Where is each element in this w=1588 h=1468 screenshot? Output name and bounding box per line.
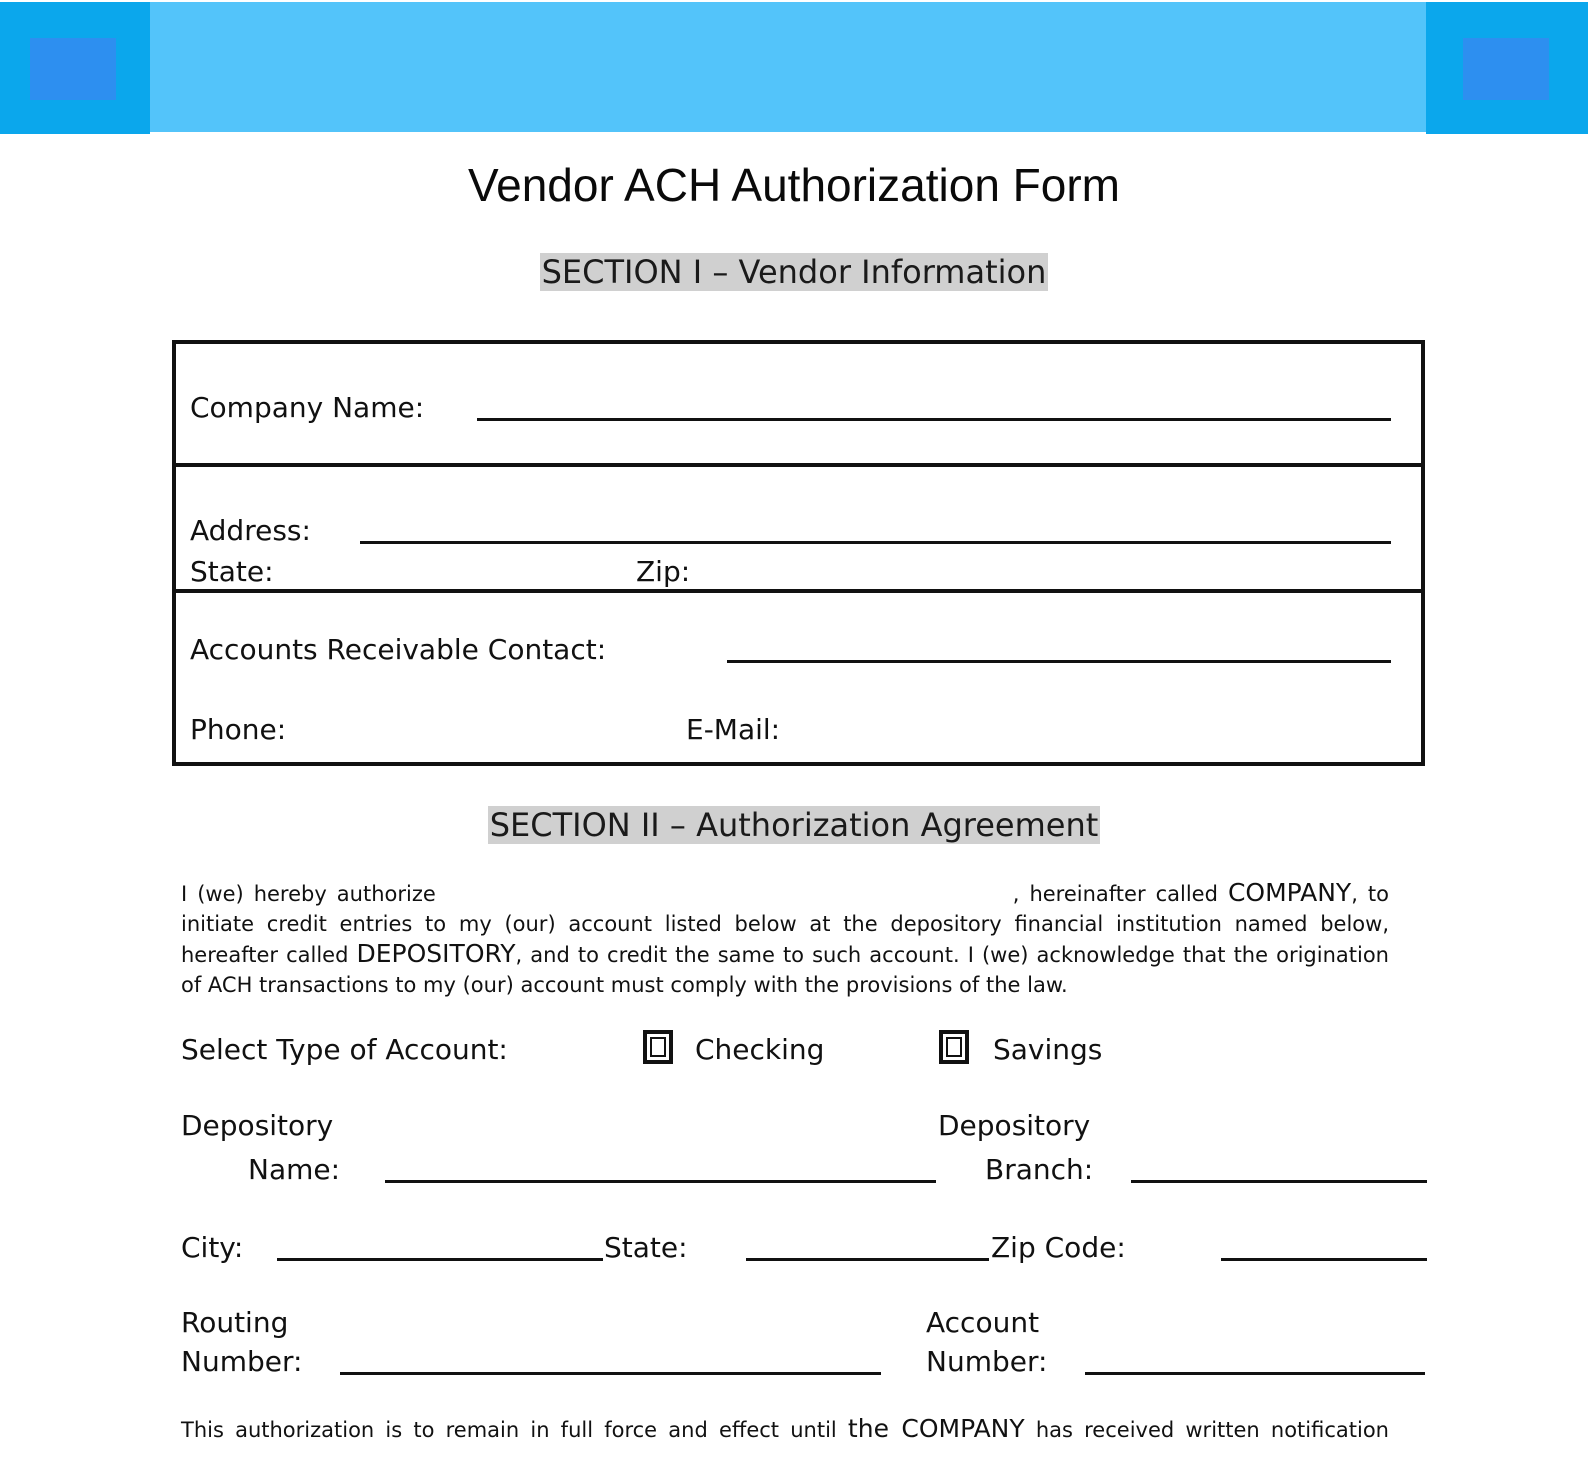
header-banner (0, 2, 1588, 132)
depository-name-field[interactable] (385, 1180, 936, 1183)
company-name-field[interactable] (477, 418, 1391, 421)
email-label: E-Mail: (686, 713, 781, 746)
para-text: I (we) hereby authorize (181, 882, 436, 906)
savings-checkbox[interactable] (939, 1030, 969, 1064)
section2-heading: SECTION II – Authorization Agreement (489, 806, 1099, 844)
footer-part: This authorization is to remain in full force and effect until (181, 1418, 837, 1442)
account-label-line2: Number: (926, 1345, 1048, 1378)
routing-label-line1: Routing (181, 1306, 289, 1339)
checking-label: Checking (695, 1033, 825, 1066)
banner-right-square (1463, 38, 1549, 100)
routing-number-field[interactable] (340, 1372, 881, 1375)
state-label: State: (190, 555, 274, 588)
depository-branch-label-line1: Depository (938, 1109, 1091, 1142)
footer-part: has received written notification (1035, 1418, 1389, 1442)
divider (172, 589, 1425, 593)
para-text: , and to credit the same to such account. I (we) acknowledge that the origination of ACH transactions to my (our) account must comply with the provisions of the law. (181, 943, 1389, 997)
account-number-field[interactable] (1085, 1372, 1425, 1375)
routing-label-line2: Number: (181, 1345, 303, 1378)
footer-text (181, 1414, 1389, 1445)
depository-name-label-line1: Depository (181, 1109, 334, 1142)
ar-contact-field[interactable] (727, 660, 1391, 663)
checking-checkbox[interactable] (643, 1030, 673, 1064)
section1-heading: SECTION I – Vendor Information (541, 253, 1047, 291)
address-field[interactable] (360, 541, 1391, 544)
city-field[interactable] (277, 1258, 603, 1261)
company-name-label: Company Name: (190, 391, 425, 424)
depository-branch-label: Branch: (985, 1153, 1094, 1186)
dep-state-field[interactable] (746, 1258, 989, 1261)
phone-label: Phone: (190, 713, 287, 746)
section2-heading-wrap (0, 806, 1588, 844)
footer-the-company: the COMPANY (847, 1414, 1025, 1443)
page-title: Vendor ACH Authorization Form (468, 159, 1120, 211)
para-text: , to initiate credit entries to my (our) account listed below at the depository financial institution named below, hereafter called (181, 882, 1389, 967)
para-depository: DEPOSITORY (356, 939, 516, 968)
address-label: Address: (190, 514, 311, 547)
depository-name-label: Name: (248, 1153, 341, 1186)
zip-code-field[interactable] (1221, 1258, 1427, 1261)
depository-branch-field[interactable] (1131, 1180, 1427, 1183)
divider (172, 463, 1425, 467)
zip-code-label: Zip Code: (991, 1231, 1126, 1264)
account-label-line1: Account (926, 1306, 1040, 1339)
account-type-label: Select Type of Account: (181, 1033, 508, 1066)
city-label: City: (181, 1231, 244, 1264)
banner-left-square (30, 38, 116, 100)
para-company: COMPANY (1227, 878, 1352, 907)
authorization-paragraph (181, 878, 1389, 1000)
para-text: , hereinafter called (1012, 882, 1218, 906)
dep-state-label: State: (604, 1231, 688, 1264)
section1-heading-wrap (0, 253, 1588, 291)
ar-contact-label: Accounts Receivable Contact: (190, 633, 607, 666)
zip-label: Zip: (636, 555, 691, 588)
savings-label: Savings (993, 1033, 1103, 1066)
